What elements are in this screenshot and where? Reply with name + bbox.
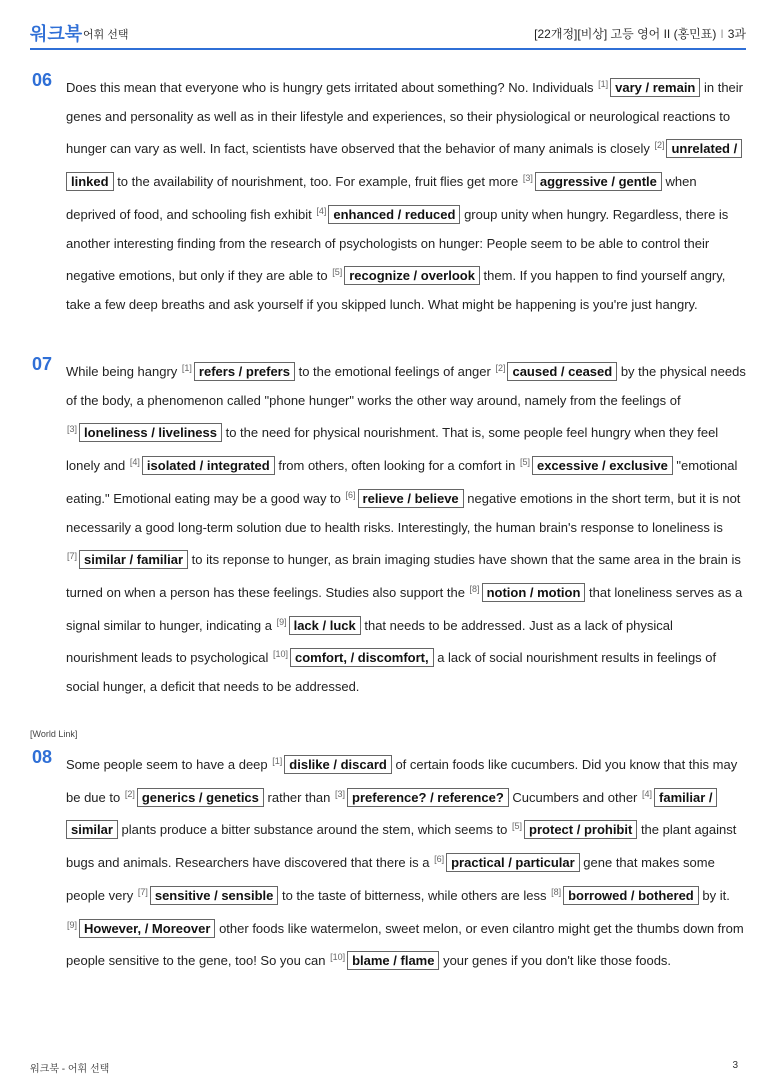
text-segment: from others, often looking for a comfort in — [274, 458, 519, 474]
word-choice-box[interactable]: relieve / believe — [358, 489, 464, 508]
blank-number: [4] — [129, 457, 140, 468]
question-number: 08 — [32, 747, 53, 767]
blank-number: [3] — [335, 788, 346, 799]
word-choice-box[interactable]: preference? / reference? — [347, 788, 509, 807]
word-choice-box[interactable]: aggressive / gentle — [535, 172, 662, 191]
blank-number: [2] — [495, 363, 506, 373]
blank-number: [5] — [519, 457, 530, 468]
text-segment: Some people seem to have a deep — [66, 757, 272, 772]
text-segment: in their genes and personality as well as in their lifestyle and experiences, so their physiological or neurological reactions to hunger can vary as well. In fact, scientists have observed that the behavior of many animals is closely — [66, 80, 744, 157]
word-choice-box[interactable]: familiar / similar — [66, 788, 717, 840]
word-choice-box[interactable]: practical / particular — [446, 853, 580, 872]
blank-number: [4] — [642, 788, 653, 799]
text-segment: a lack of social nourishment results in feelings of social hunger, a deficit that needs to be addressed. — [66, 650, 717, 695]
word-choice-box[interactable]: isolated / integrated — [142, 456, 275, 475]
text-segment: when deprived of food, and schooling fish exhibit — [66, 174, 697, 222]
text-segment: your genes if you don't like those foods. — [439, 953, 672, 969]
blank-number: [8] — [551, 886, 562, 897]
text-segment: the plant against bugs and animals. Researchers have discovered that there is a — [66, 822, 737, 871]
text-segment: to the emotional feelings of anger — [294, 364, 495, 379]
world-link-label: [World Link] — [30, 729, 78, 739]
text-segment: "emotional eating." Emotional eating may be a good way to — [66, 458, 738, 506]
word-choice-box[interactable]: dislike / discard — [284, 755, 392, 774]
blank-number: [6] — [345, 489, 356, 500]
brand-subtitle: 어휘 선택 — [83, 29, 129, 41]
word-choice-box[interactable]: borrowed / bothered — [563, 886, 699, 905]
course-name: [22개정][비상] 고등 영어 II (홍민표) — [534, 27, 717, 41]
page-number: 3 — [732, 1060, 738, 1071]
blank-number: [1] — [272, 756, 283, 766]
blank-number: [9] — [67, 919, 78, 930]
blank-number: [10] — [330, 952, 346, 963]
word-choice-box[interactable]: lack / luck — [289, 616, 361, 635]
word-choice-box[interactable]: enhanced / reduced — [328, 205, 460, 224]
question-text — [66, 747, 746, 976]
text-segment: to its reponse to hunger, as brain imaging studies have shown that the same area in the brain is turned on when a person has these feelings. Studies also support the — [66, 552, 741, 600]
word-choice-box[interactable]: blame / flame — [347, 951, 439, 970]
header-separator: I — [720, 27, 724, 41]
text-segment: by the physical needs of the body, a phenomenon called "phone hunger" works the other way around, namely from the feelings of — [66, 364, 746, 408]
question-number: 07 — [32, 354, 53, 374]
text-segment: them. If you happen to find yourself angry, take a few deep breaths and ask yourself if you skipped lunch. What might be happening is you're just hangry. — [66, 268, 726, 312]
word-choice-box[interactable]: vary / remain — [610, 78, 700, 97]
text-segment: negative emotions in the short term, but it is not necessarily a good long-term solution due to health risks. Interestingly, the human brain's response to loneliness is — [66, 490, 741, 535]
word-choice-box[interactable]: unrelated / linked — [66, 139, 742, 191]
word-choice-box[interactable]: notion / motion — [482, 583, 586, 602]
text-segment: to the availability of nourishment, too. For example, fruit flies get more — [113, 174, 522, 190]
blank-number: [1] — [181, 363, 192, 373]
word-choice-box[interactable]: similar / familiar — [79, 550, 188, 569]
word-choice-box[interactable]: sensitive / sensible — [150, 886, 279, 905]
text-segment: rather than — [263, 789, 335, 805]
brand-title: 워크북 — [30, 24, 83, 44]
blank-number: [9] — [276, 616, 287, 627]
question-08 — [30, 747, 746, 976]
question-text — [66, 354, 746, 702]
word-choice-box[interactable]: However, / Moreover — [79, 919, 215, 938]
blank-number: [10] — [272, 649, 288, 660]
word-choice-box[interactable]: loneliness / liveliness — [79, 423, 222, 442]
blank-number: [3] — [522, 173, 533, 184]
text-segment: to the need for physical nourishment. That is, some people feel hungry when they feel lonely and — [66, 425, 719, 474]
blank-number: [7] — [67, 551, 78, 562]
blank-number: [5] — [332, 267, 343, 278]
text-segment: by it. — [698, 887, 730, 903]
word-choice-box[interactable]: recognize / overlook — [344, 266, 480, 285]
blank-number: [8] — [469, 583, 480, 594]
text-segment: that loneliness serves as a signal similar to hunger, indicating a — [66, 584, 743, 633]
footer-title: 워크북 - 어휘 선택 — [30, 1064, 110, 1075]
blank-number: [3] — [67, 424, 78, 435]
word-choice-box[interactable]: protect / prohibit — [524, 820, 637, 839]
blank-number: [4] — [316, 205, 327, 216]
page-header — [30, 18, 746, 50]
lesson-label: 3과 — [727, 27, 746, 41]
word-choice-box[interactable]: refers / prefers — [194, 362, 295, 381]
word-choice-box[interactable]: generics / genetics — [137, 788, 264, 807]
question-07 — [30, 354, 746, 702]
blank-number: [2] — [654, 140, 665, 151]
question-number: 06 — [32, 70, 53, 90]
text-segment: Does this mean that everyone who is hungry gets irritated about something? No. Individuals — [66, 80, 598, 95]
text-segment: of certain foods like cucumbers. Did you know that this may be due to — [66, 757, 738, 805]
text-segment: to the taste of bitterness, while others are less — [278, 887, 551, 903]
text-segment: that needs to be addressed. Just as a lack of physical nourishment leads to psychological — [66, 617, 673, 666]
question-text — [66, 70, 746, 320]
text-segment: other foods like watermelon, sweet melon, or even cilantro might get the thumbs down from people sensitive to the gene, too! So you can — [66, 920, 744, 969]
blank-number: [2] — [124, 788, 135, 799]
course-info — [534, 25, 746, 42]
text-segment: While being hangry — [66, 364, 181, 379]
text-segment: plants produce a bitter substance around the stem, which seems to — [117, 822, 512, 838]
text-segment: gene that makes some people very — [66, 855, 715, 903]
blank-number: [6] — [434, 854, 445, 865]
blank-number: [7] — [137, 886, 148, 897]
text-segment: Cucumbers and other — [508, 789, 641, 805]
blank-number: [5] — [512, 821, 523, 832]
blank-number: [1] — [598, 79, 609, 89]
word-choice-box[interactable]: caused / ceased — [507, 362, 617, 381]
text-segment: group unity when hungry. Regardless, there is another interesting finding from the research of psychologists on hunger: People seem to be able to control their negative emotions, but only if they are able to — [66, 206, 729, 284]
question-06 — [30, 70, 746, 320]
word-choice-box[interactable]: comfort, / discomfort, — [290, 648, 434, 667]
word-choice-box[interactable]: excessive / exclusive — [532, 456, 673, 475]
